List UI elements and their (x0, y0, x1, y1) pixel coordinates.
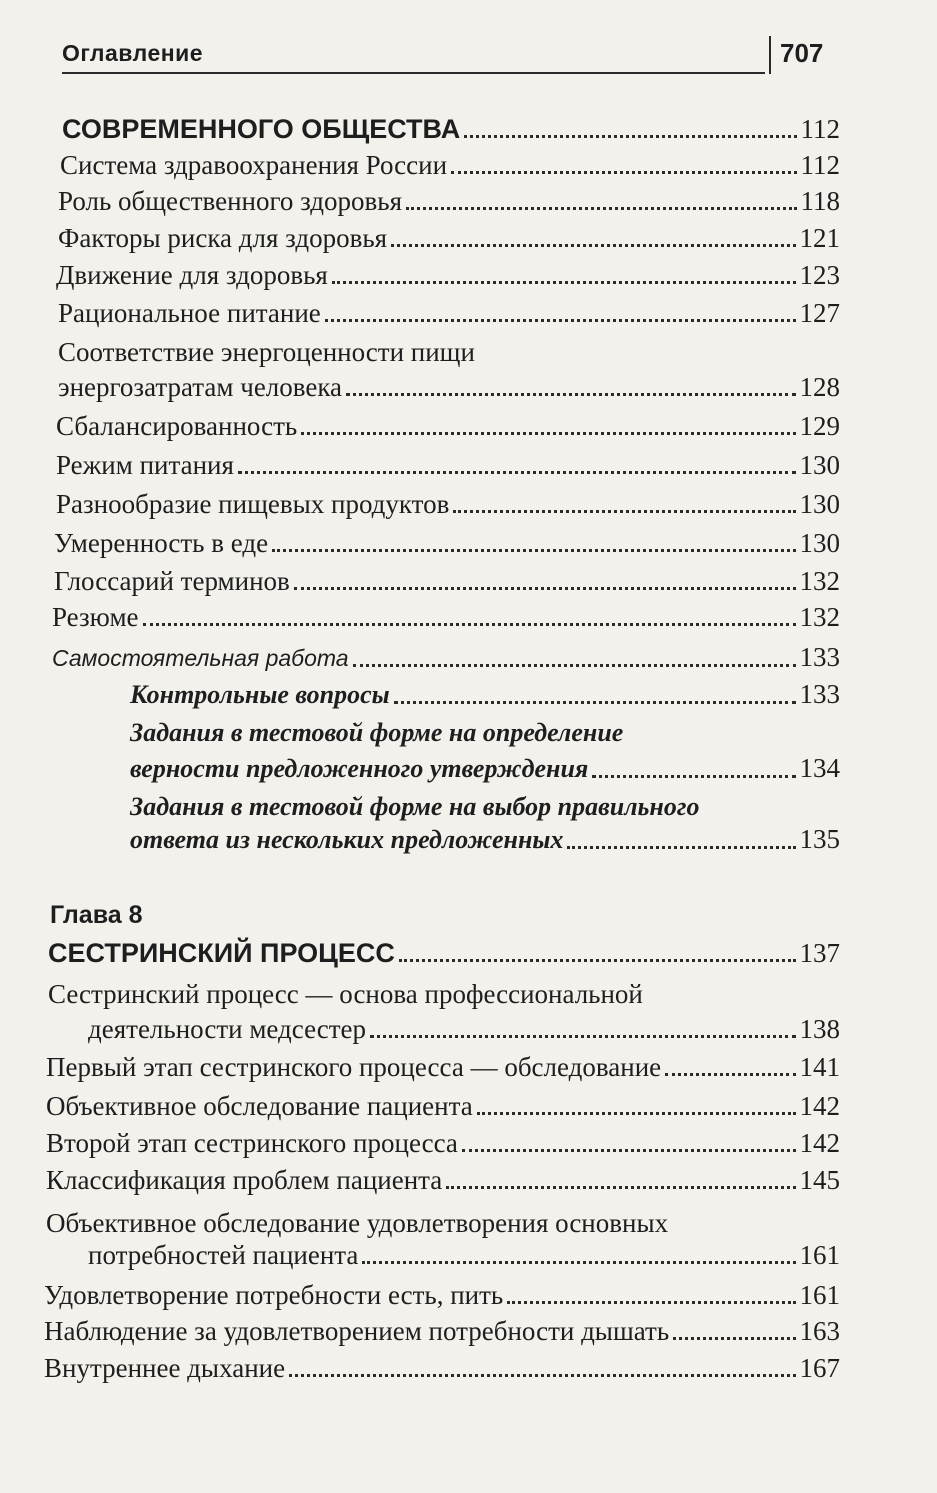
toc-entry-title: Сбалансированность (56, 411, 298, 441)
toc-entry (88, 1012, 840, 1046)
toc-entry (44, 1314, 840, 1348)
toc-entry-title: Удовлетворение потребности есть, пить (44, 1280, 504, 1310)
toc-entry-title: верности предложенного утверждения (130, 754, 589, 783)
toc-entry (58, 221, 840, 255)
toc-entry (46, 1050, 840, 1084)
toc-entry-title: Умеренность в еде (54, 528, 269, 558)
dot-leader (507, 1301, 795, 1304)
toc-entry-title: Движение для здоровья (56, 260, 328, 290)
toc-entry-page: 135 (799, 824, 840, 854)
toc-entry-title: Глоссарий терминов (54, 566, 290, 596)
dot-leader (289, 1374, 795, 1377)
dot-leader (238, 471, 796, 474)
dot-leader (399, 959, 796, 962)
toc-entry (56, 448, 840, 482)
toc-entry (46, 1126, 840, 1160)
toc-entry-page: 133 (799, 679, 840, 709)
toc-entry-title-line1: Задания в тестовой форме на выбор правильного (130, 792, 700, 821)
dot-leader (462, 1149, 796, 1152)
dot-leader (391, 244, 795, 247)
dot-leader (446, 1186, 795, 1189)
toc-entry (52, 640, 840, 675)
dot-leader (353, 664, 796, 667)
toc-entry-title: Классификация проблем пациента (46, 1165, 443, 1195)
toc-entry-title: ответа из нескольких предложенных (130, 825, 564, 854)
toc-entry-page: 130 (799, 450, 840, 480)
toc-entry-title: Роль общественного здоровья (58, 186, 403, 216)
dot-leader (665, 1073, 795, 1076)
dot-leader (451, 171, 796, 174)
toc-entry-page: 112 (800, 150, 840, 180)
toc-entry (130, 822, 840, 857)
toc-entry-page: 130 (799, 528, 840, 558)
toc-entry-page: 118 (800, 186, 840, 216)
toc-entry-title: Наблюдение за удовлетворением потребности дышать (44, 1316, 670, 1346)
toc-entry-title-line1: Задания в тестовой форме на определение (130, 718, 624, 747)
toc-entry (58, 370, 840, 404)
toc-entry-title: Второй этап сестринского процесса (46, 1128, 458, 1158)
toc-entry-page: 161 (799, 1280, 840, 1310)
dot-leader (453, 510, 795, 513)
toc-entry (56, 409, 840, 443)
toc-entry-page: 161 (799, 1240, 840, 1270)
dot-leader (673, 1337, 795, 1340)
toc-entry-page: 130 (799, 489, 840, 519)
toc-entry-title-line1: Соответствие энергоценности пищи (58, 337, 475, 367)
dot-leader (567, 846, 795, 849)
dot-leader (370, 1035, 795, 1038)
toc-entry-page: 133 (799, 642, 840, 672)
toc-entry (58, 184, 840, 218)
toc-entry-page: 121 (799, 223, 840, 253)
toc-entry (62, 112, 840, 146)
toc-entry (46, 1163, 840, 1197)
toc-entry (54, 564, 840, 598)
chapter-page: 137 (799, 938, 840, 968)
dot-leader (294, 587, 796, 590)
dot-leader (592, 775, 795, 778)
dot-leader (272, 549, 795, 552)
chapter-title: СЕСТРИНСКИЙ ПРОЦЕСС (48, 938, 395, 968)
toc-entry-page: 142 (799, 1091, 840, 1121)
toc-entry-title: потребностей пациента (88, 1240, 359, 1270)
toc-entry (58, 296, 840, 330)
dot-leader (301, 432, 795, 435)
toc-entry-title: деятельности медсестер (88, 1014, 367, 1044)
toc-entry-title-line1: Объективное обследование удовлетворения основных (46, 1208, 669, 1238)
header-divider (769, 36, 771, 74)
toc-entry-page: 145 (799, 1165, 840, 1195)
toc-entry (130, 751, 840, 786)
toc-entry (46, 1089, 840, 1123)
dot-leader (346, 393, 795, 396)
toc-entry-page: 138 (799, 1014, 840, 1044)
toc-entry-title: Первый этап сестринского процесса — обследование (46, 1052, 662, 1082)
toc-entry (52, 600, 840, 634)
running-header (62, 36, 842, 76)
toc-entry-page: 163 (799, 1316, 840, 1346)
toc-entry-title: Система здравоохранения России (60, 150, 448, 180)
dot-leader (477, 1112, 796, 1115)
toc-entry-title: Контрольные вопросы (130, 680, 390, 709)
toc-entry-page: 134 (799, 753, 840, 783)
dot-leader (406, 207, 796, 210)
toc-entry (130, 677, 840, 712)
toc-entry-title: Внутреннее дыхание (44, 1353, 286, 1383)
toc-entry-page: 127 (799, 298, 840, 328)
toc-entry-title: Разнообразие пищевых продуктов (56, 489, 450, 519)
dot-leader (325, 319, 796, 322)
toc-entry-page: 132 (799, 566, 840, 596)
toc-entry-title: Объективное обследование пациента (46, 1091, 473, 1121)
toc-entry-page: 128 (799, 372, 840, 402)
toc-entry-page: 123 (799, 260, 840, 290)
dot-leader (394, 701, 796, 704)
toc-entry (60, 148, 840, 182)
toc-entry-title: энергозатратам человека (58, 372, 343, 402)
toc-entry (56, 258, 840, 292)
header-title: Оглавление (62, 40, 204, 66)
dot-leader (143, 623, 796, 626)
dot-leader (362, 1261, 795, 1264)
toc-entry-page: 167 (799, 1353, 840, 1383)
toc-entry-page: 112 (800, 114, 840, 144)
toc-entry (88, 1238, 840, 1272)
toc-entry (54, 526, 840, 560)
page-number: 707 (780, 38, 824, 68)
toc-entry-title: Резюме (52, 602, 139, 632)
dot-leader (464, 135, 796, 138)
toc-entry-title: Факторы риска для здоровья (58, 223, 388, 253)
toc-entry (56, 487, 840, 521)
toc-entry-title: Рациональное питание (58, 298, 321, 328)
toc-entry (44, 1351, 840, 1385)
dot-leader (332, 281, 796, 284)
toc-entry (44, 1278, 840, 1312)
toc-entry-title: Самостоятельная работа (52, 645, 349, 671)
toc-entry-page: 141 (799, 1052, 840, 1082)
toc-entry-page: 142 (799, 1128, 840, 1158)
toc-entry-title: СОВРЕМЕННОГО ОБЩЕСТВА (62, 114, 461, 144)
chapter-title-entry (48, 936, 840, 970)
toc-entry-page: 132 (799, 602, 840, 632)
toc-entry-page: 129 (799, 411, 840, 441)
toc-entry-title: Режим питания (56, 450, 234, 480)
chapter-label: Глава 8 (50, 901, 143, 929)
header-rule (62, 72, 765, 74)
toc-entry-title-line1: Сестринский процесс — основа профессиональной (48, 979, 643, 1009)
